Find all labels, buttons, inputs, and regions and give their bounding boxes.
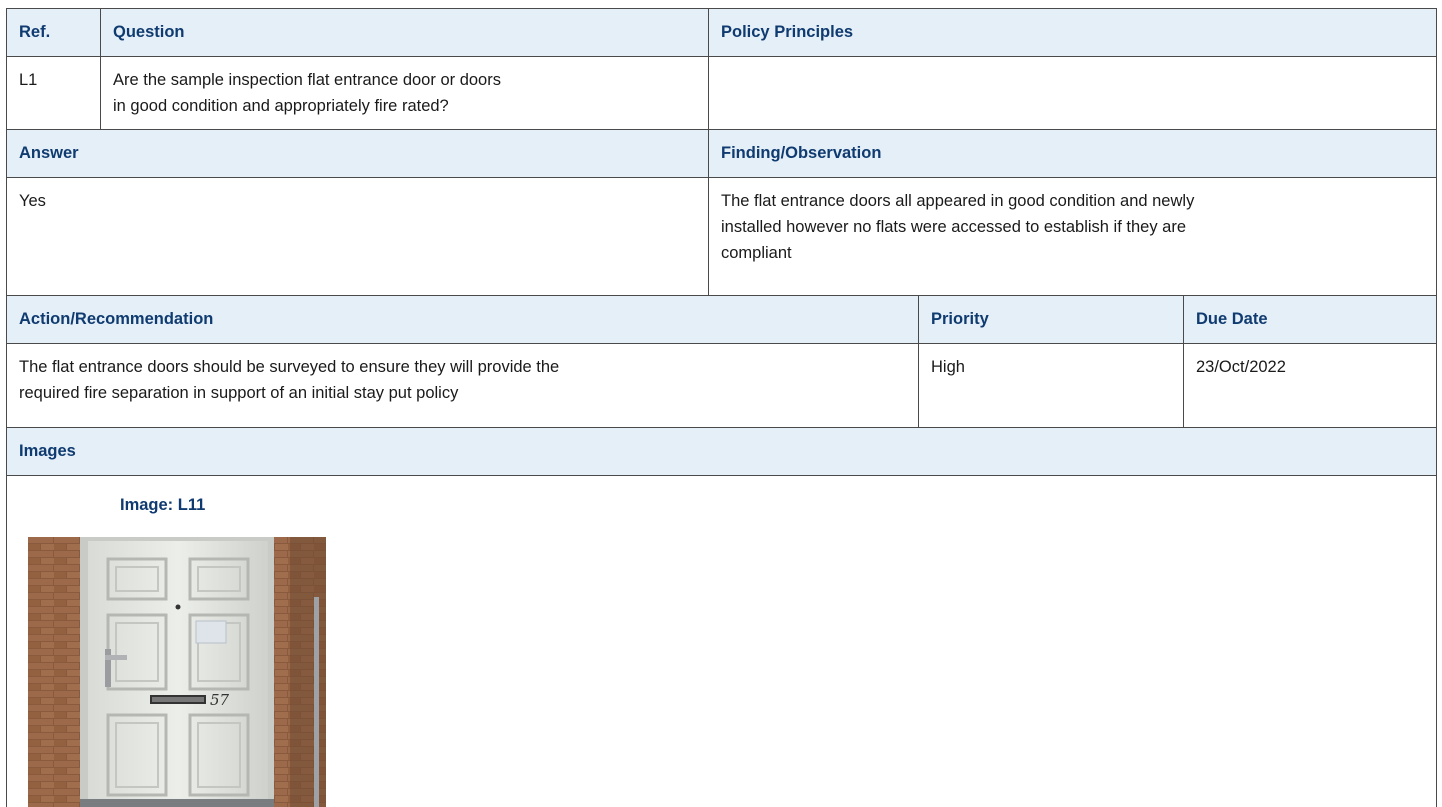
- finding-line: compliant: [721, 244, 792, 262]
- row-divider: [6, 427, 1437, 428]
- column-divider: [100, 8, 101, 129]
- row-divider: [6, 343, 1437, 344]
- question-row: [6, 56, 1437, 129]
- answer-row: [6, 177, 1437, 295]
- action-line: The flat entrance doors should be surveyed to ensure they will provide the: [19, 358, 560, 376]
- priority-header: Priority: [931, 310, 989, 328]
- row-divider: [6, 295, 1437, 296]
- question-header: Question: [113, 23, 185, 41]
- action-header-row: [6, 295, 1437, 343]
- column-divider: [1183, 295, 1184, 427]
- finding-line: The flat entrance doors all appeared in good condition and newly: [721, 192, 1195, 210]
- answer-header-row: [6, 129, 1437, 177]
- door-number: 57: [210, 691, 230, 709]
- ref-header: Ref.: [19, 23, 51, 41]
- row-divider: [6, 129, 1437, 130]
- row-divider: [6, 56, 1437, 57]
- action-line: required fire separation in support of an initial stay put policy: [19, 384, 459, 402]
- question-line: in good condition and appropriately fire rated?: [113, 97, 449, 115]
- finding-text: [708, 177, 1437, 295]
- images-header: Images: [19, 442, 76, 460]
- column-divider: [918, 295, 919, 427]
- answer-value: Yes: [19, 192, 46, 210]
- question-line: Are the sample inspection flat entrance door or doors: [113, 71, 501, 89]
- door-photo-image: [28, 537, 326, 807]
- policy-header: Policy Principles: [721, 23, 854, 41]
- image-caption: Image: L11: [120, 496, 206, 514]
- due-date-header: Due Date: [1196, 310, 1268, 328]
- answer-header: Answer: [19, 144, 79, 162]
- priority-value: High: [931, 358, 965, 376]
- door-photo[interactable]: [28, 537, 326, 807]
- row-divider: [6, 177, 1437, 178]
- audit-record-table: [6, 8, 1437, 807]
- due-date-value: 23/Oct/2022: [1196, 358, 1286, 376]
- action-text: [6, 343, 918, 427]
- row-divider: [6, 475, 1437, 476]
- action-header: Action/Recommendation: [19, 310, 214, 328]
- question-text: [100, 56, 708, 129]
- column-divider: [708, 8, 709, 295]
- ref-value: L1: [19, 71, 38, 89]
- question-header-row: [6, 8, 1437, 56]
- finding-line: installed however no flats were accessed to establish if they are: [721, 218, 1186, 236]
- images-header-row: [6, 427, 1437, 475]
- policy-value: [708, 56, 1437, 129]
- action-row: [6, 343, 1437, 427]
- finding-header: Finding/Observation: [721, 144, 882, 162]
